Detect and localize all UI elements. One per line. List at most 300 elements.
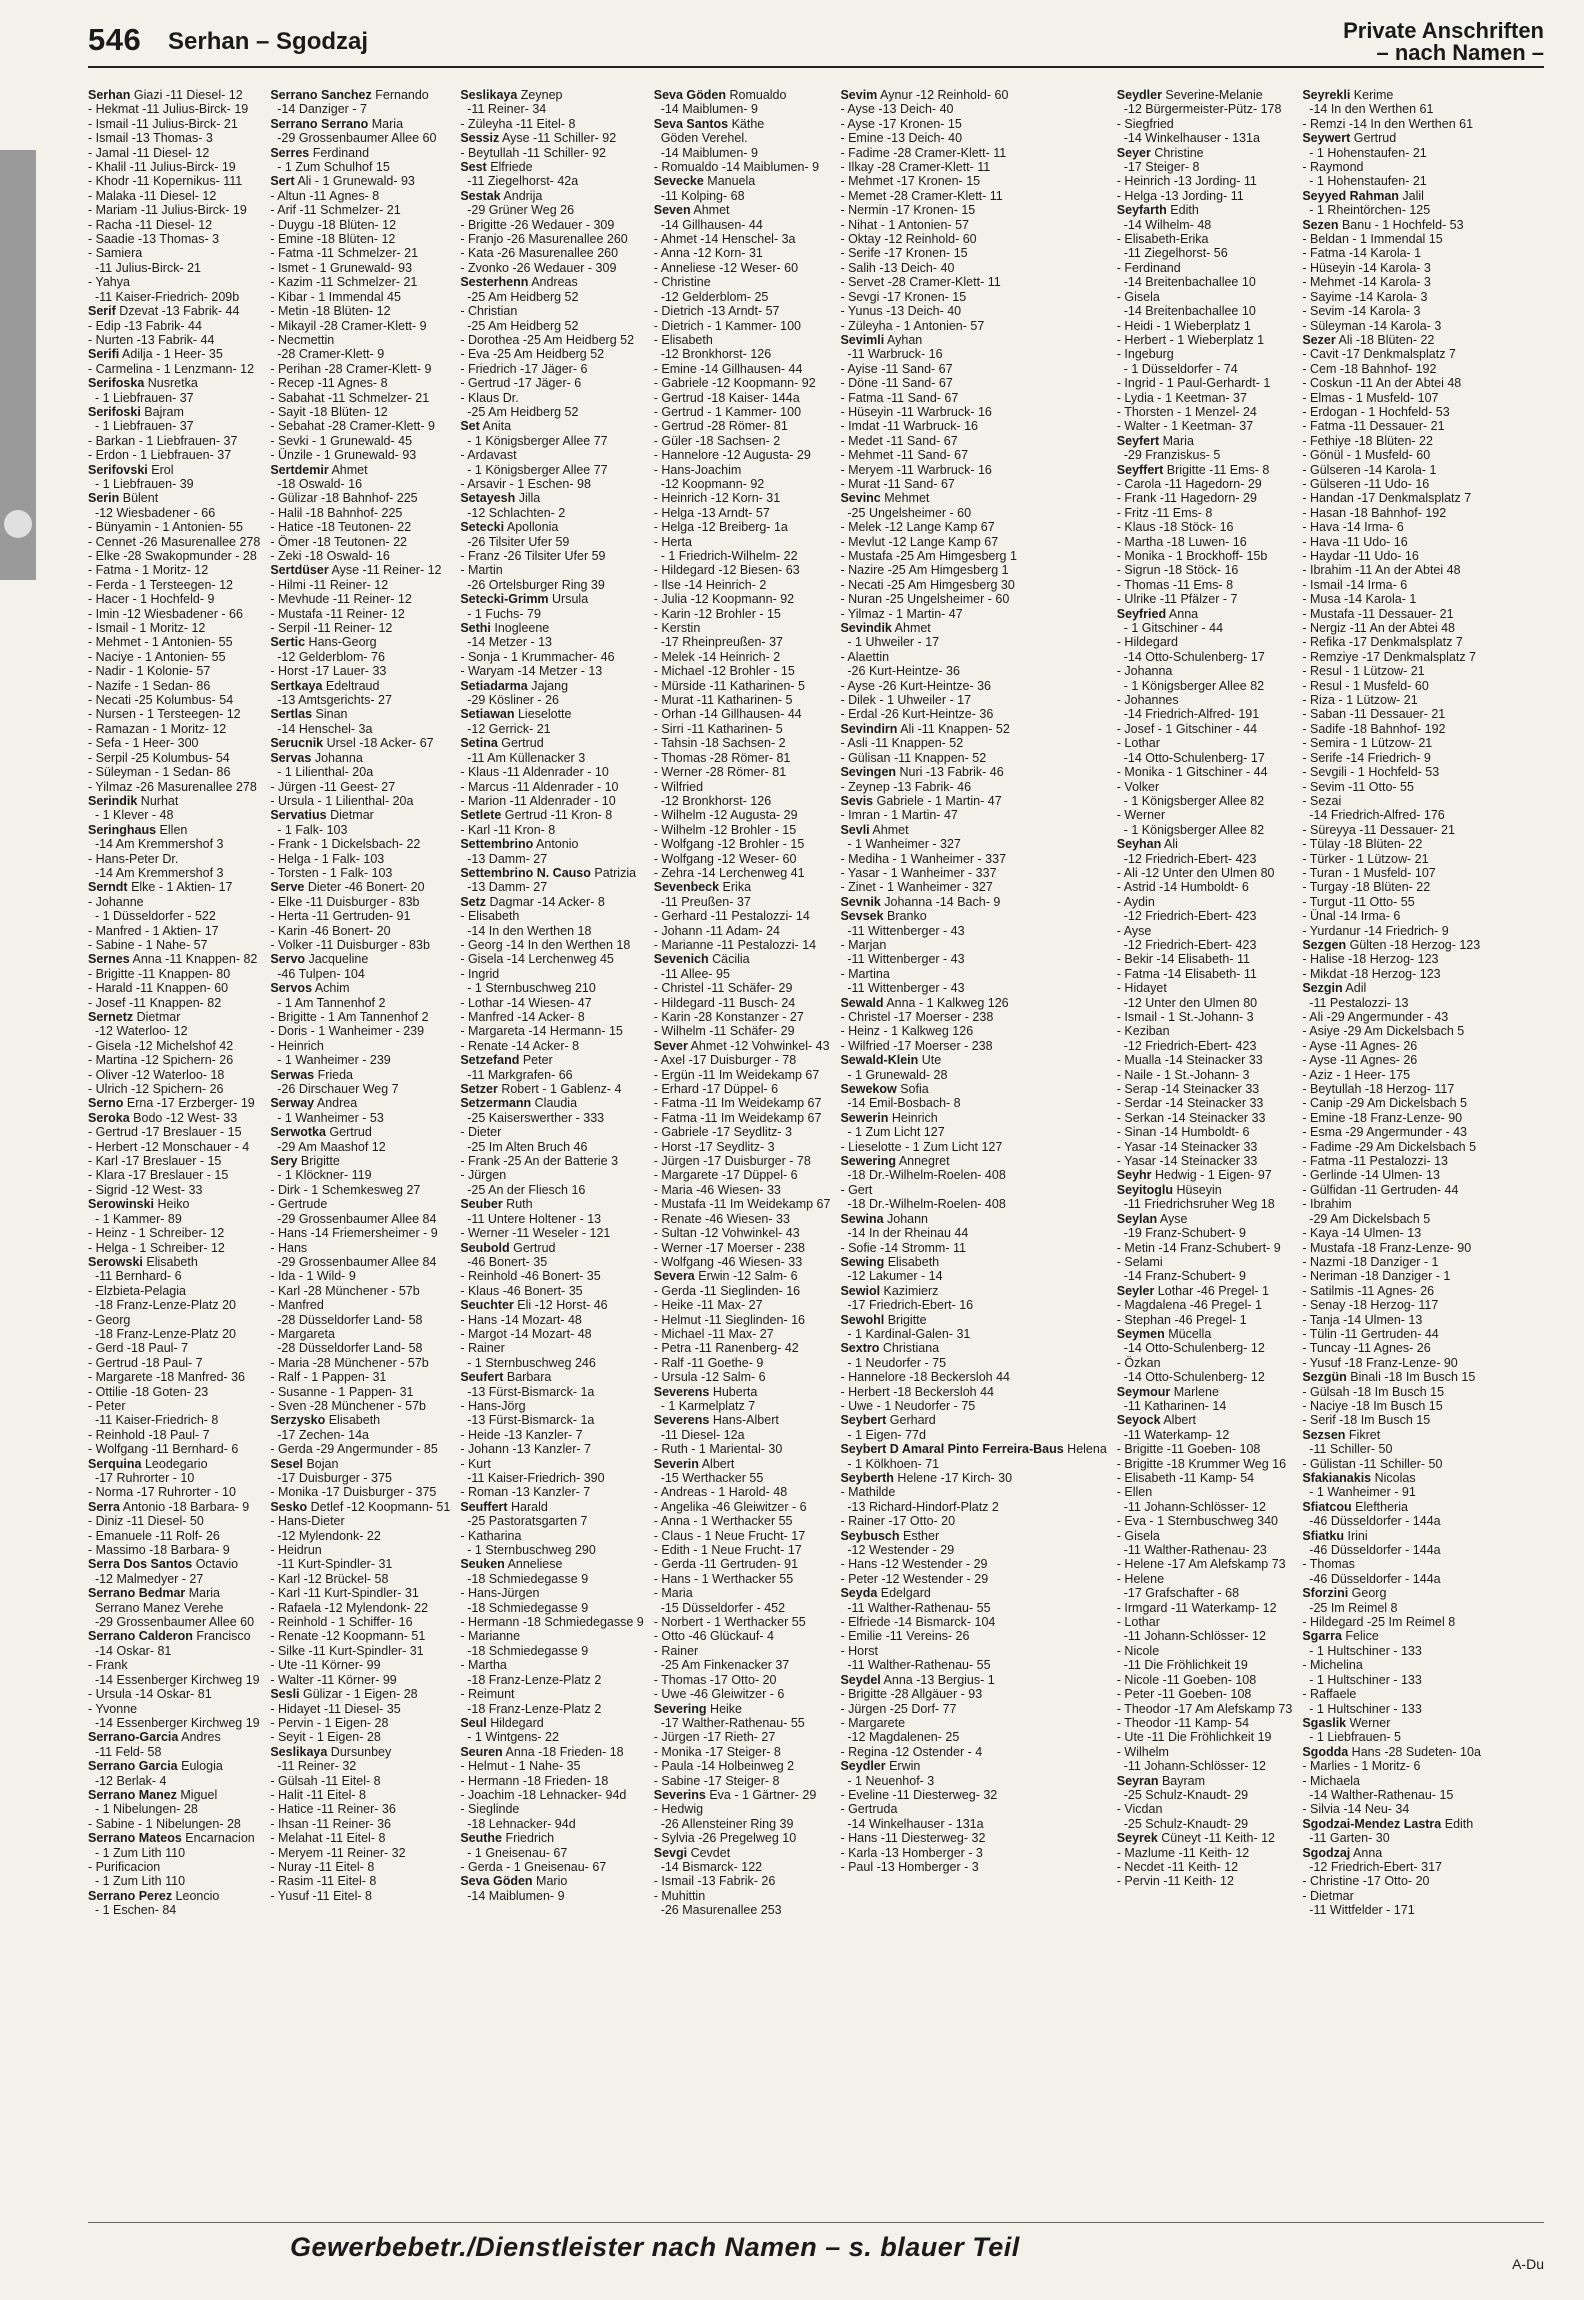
listing-entry (1117, 1370, 1293, 1384)
listing-entry (1302, 376, 1481, 390)
entry-details: -18 Dr.-Wilhelm-Roelen- 408 (840, 1168, 1006, 1183)
entry-details: - Serpil -25 Kolumbus- 54 (88, 750, 230, 765)
entry-details: - Michelina (1302, 1658, 1363, 1673)
entry-details: - Gabriele -17 Seydlitz- 3 (653, 1125, 793, 1140)
entry-details: - Werner -17 Moerser - 238 (653, 1240, 805, 1255)
entry-details: -11 Pestalozzi- 13 (1302, 995, 1409, 1010)
listing-entry (840, 246, 1106, 260)
entry-details: - Murat -11 Sand- 67 (840, 476, 955, 491)
listing-entry (1117, 981, 1293, 995)
entry-details: Lieselotte (514, 707, 572, 722)
surname: Seydler (840, 1759, 886, 1774)
listing-entry (654, 1039, 831, 1053)
listing-entry (840, 794, 1106, 808)
entry-details: Mücella (1164, 1326, 1212, 1341)
entry-details: Christiana (879, 1341, 940, 1356)
entry-details: - Wilhelm (1116, 1744, 1169, 1759)
entry-details: - Asiye -29 Am Dickelsbach 5 (1302, 1024, 1465, 1039)
entry-details: -25 Ungelsheimer - 60 (840, 505, 972, 520)
listing-entry (1117, 477, 1293, 491)
listing-entry (840, 1428, 1106, 1442)
entry-details: - Alaettin (840, 649, 890, 664)
entry-details: - Sevim -11 Otto- 55 (1302, 779, 1414, 794)
entry-details: - Erdogan - 1 Hochfeld- 53 (1302, 404, 1450, 419)
entry-details: -11 Untere Holtener - 13 (460, 1211, 602, 1226)
entry-details: - Heinrich -13 Jording- 11 (1116, 174, 1257, 189)
entry-details: - Züleyha - 1 Antonien- 57 (840, 318, 985, 333)
entry-details: Brigitte (297, 1154, 340, 1169)
listing-entry (1117, 1327, 1293, 1341)
listing-entry (1117, 823, 1293, 837)
entry-details: Friedrich (502, 1831, 555, 1846)
entry-details: - Memet -28 Cramer-Klett- 11 (840, 188, 1003, 203)
entry-details: - Anneliese -12 Weser- 60 (653, 260, 799, 275)
listing-entry (1117, 391, 1293, 405)
listing-entry (840, 376, 1106, 390)
listing-entry (460, 1860, 643, 1874)
listing-entry (270, 376, 450, 390)
listing-entry (1302, 1529, 1481, 1543)
listing-entry (270, 924, 450, 938)
entry-details: - Emine -18 Franz-Lenze- 90 (1302, 1110, 1463, 1125)
surname: Sextro (840, 1341, 880, 1356)
entry-details: -11 Feld- 58 (88, 1744, 162, 1759)
entry-details: - Manfred (270, 1298, 324, 1313)
listing-entry (270, 938, 450, 952)
entry-details: Anna (1166, 606, 1199, 621)
listing-entry (270, 1212, 450, 1226)
entry-details: -17 Ruhrorter - 10 (88, 1471, 195, 1485)
listing-entry (460, 1298, 643, 1312)
listing-entry (270, 751, 450, 765)
entry-details: -14 Winkelhauser - 131a (1116, 131, 1260, 146)
listing-entry (1117, 1500, 1293, 1514)
entry-details: -12 Wiesbadener - 66 (88, 505, 216, 520)
entry-details: - Halise -18 Herzog- 123 (1302, 952, 1439, 967)
surname: Seuber (460, 1197, 503, 1212)
entry-details: - Franjo -26 Masurenallee 260 (460, 232, 628, 247)
entry-details: - 1 Kardinal-Galen- 31 (840, 1326, 971, 1341)
entry-details: Lothar -46 Pregel- 1 (1154, 1283, 1269, 1298)
listing-entry (654, 1889, 831, 1903)
entry-details: - Yusuf -18 Franz-Lenze- 90 (1302, 1355, 1458, 1370)
listing-entry (270, 1716, 450, 1730)
entry-details: -28 Cramer-Klett- 9 (270, 347, 385, 362)
entry-details: - Peter (88, 1398, 126, 1413)
entry-details: - Lydia - 1 Keetman- 37 (1116, 390, 1247, 405)
listing-entry (460, 1269, 643, 1283)
entry-details: - Servet -28 Cramer-Klett- 11 (840, 275, 1001, 290)
surname: Sest (460, 160, 487, 175)
entry-details: - Emine -14 Gillhausen- 44 (653, 361, 803, 376)
listing-entry (654, 852, 831, 866)
listing-entry (1117, 1457, 1293, 1471)
entry-details: Harald (507, 1499, 548, 1514)
listing-entry (840, 1543, 1106, 1557)
listing-entry (840, 347, 1106, 361)
entry-details: - Erdal -26 Kurt-Heintze- 36 (840, 707, 994, 722)
entry-details: Leoncio (172, 1888, 220, 1903)
listing-entry (840, 117, 1106, 131)
entry-details: - Gerda - 1 Gneisenau- 67 (460, 1859, 607, 1874)
listing-entry (654, 1413, 831, 1427)
listing-entry (840, 1702, 1106, 1716)
listing-entry (88, 578, 260, 592)
entry-details: Johanna -14 Bach- 9 (880, 894, 1001, 909)
listing-entry (270, 650, 450, 664)
entry-details: Georg (1348, 1586, 1387, 1601)
entry-details: - Hatice -11 Reiner- 36 (270, 1802, 396, 1817)
listing-entry (1117, 866, 1293, 880)
listing-entry (460, 751, 643, 765)
entry-details: - Emilie -11 Vereins- 26 (840, 1629, 970, 1644)
listing-entry (88, 290, 260, 304)
entry-details: Elisabeth (142, 1254, 198, 1269)
listing-entry (840, 535, 1106, 549)
entry-details: - Joachim -18 Lehnacker- 94d (460, 1787, 627, 1802)
surname: Serrano Garcia (88, 1759, 178, 1774)
listing-entry (840, 880, 1106, 894)
listing-entry (1302, 1039, 1481, 1053)
listing-entry (840, 1529, 1106, 1543)
entry-details: - Klara -17 Breslauer - 15 (88, 1168, 229, 1183)
listing-entry (654, 1370, 831, 1384)
listing-entry (1117, 952, 1293, 966)
entry-details: Albert (1160, 1413, 1196, 1428)
listing-entry (88, 333, 260, 347)
entry-details: - Erhard -17 Düppel- 6 (653, 1082, 779, 1097)
listing-entry (1302, 736, 1481, 750)
listing-entry (270, 1327, 450, 1341)
surname: Seyrekli (1302, 88, 1351, 102)
entry-details: - Raffaele (1302, 1687, 1357, 1702)
entry-details: - 1 Hultschiner - 133 (1302, 1701, 1422, 1716)
surname: Seroka (88, 1110, 130, 1125)
listing-entry (88, 1241, 260, 1255)
listing-entry (1302, 1514, 1481, 1528)
surname: Seyda (840, 1586, 878, 1601)
surname: Serzysko (270, 1413, 326, 1428)
entry-details: - Yurdanur -14 Friedrich- 9 (1302, 923, 1449, 938)
listing-entry (460, 520, 643, 534)
entry-details: - Elisabeth (460, 909, 520, 924)
entry-details: Irini (1344, 1528, 1368, 1543)
listing-entry (270, 347, 450, 361)
listing-entry (1117, 419, 1293, 433)
listing-entry (1302, 1457, 1481, 1471)
listing-entry (88, 1168, 260, 1182)
listing-entry (88, 1586, 260, 1600)
entry-details: - Serdar -14 Steinacker 33 (1116, 1096, 1264, 1111)
listing-entry (1117, 895, 1293, 909)
entry-details: Hans-Albert (709, 1413, 779, 1428)
entry-details: Encarnacion (181, 1831, 255, 1846)
listing-entry (460, 491, 643, 505)
listing-entry (654, 1629, 831, 1643)
listing-entry (654, 736, 831, 750)
entry-details: -12 Bronkhorst- 126 (653, 793, 772, 808)
listing-entry (1302, 203, 1481, 217)
listing-entry (88, 218, 260, 232)
entry-details: -25 Schulz-Knaudt- 29 (1116, 1787, 1249, 1802)
listing-entry (654, 1745, 831, 1759)
listing-entry (840, 852, 1106, 866)
entry-details: -17 Walther-Rathenau- 55 (653, 1715, 805, 1730)
entry-details: - 1 Grunewald- 28 (840, 1067, 948, 1082)
listing-entry (1302, 117, 1481, 131)
listing-entry (654, 1543, 831, 1557)
entry-details: - Frank (88, 1658, 128, 1673)
listing-entry (1117, 189, 1293, 203)
listing-entry (840, 434, 1106, 448)
entry-details: Nicolas (1371, 1471, 1416, 1485)
entry-details: - Ahmet -14 Henschel- 3a (653, 232, 796, 247)
listing-entry (270, 1255, 450, 1269)
entry-details: - Franz -26 Tilsiter Ufer 59 (460, 549, 606, 563)
listing-entry (840, 607, 1106, 621)
listing-entry (270, 391, 450, 405)
listing-entry (840, 592, 1106, 606)
entry-details: - Renate -14 Acker- 8 (460, 1038, 580, 1053)
listing-entry (88, 1889, 260, 1903)
listing-entry (840, 1629, 1106, 1643)
entry-details: - Marion -11 Aldenrader - 10 (460, 793, 616, 808)
listing-entry (1302, 246, 1481, 260)
entry-details: - 1 Königsberger Allee 82 (1116, 793, 1265, 808)
entry-details: - Ursula -12 Salm- 6 (653, 1370, 766, 1385)
listing-entry (1302, 1687, 1481, 1701)
listing-entry (1117, 304, 1293, 318)
entry-details: - Kaya -14 Ulmen- 13 (1302, 1226, 1422, 1241)
listing-entry (840, 664, 1106, 678)
listing-entry (270, 837, 450, 851)
listing-entry (1117, 909, 1293, 923)
entry-details: Erika (719, 880, 752, 895)
listing-entry (270, 852, 450, 866)
listing-entry (840, 1485, 1106, 1499)
listing-entry (1117, 1471, 1293, 1485)
surname: Sezgen (1302, 937, 1347, 952)
entry-details: - Josef -11 Knappen- 82 (88, 995, 222, 1010)
surname: Seven (653, 203, 691, 218)
listing-entry (654, 837, 831, 851)
entry-details: - Hasan -18 Bahnhof- 192 (1302, 505, 1447, 520)
entry-details: - Mustafa -18 Franz-Lenze- 90 (1302, 1240, 1472, 1255)
listing-entry (88, 1082, 260, 1096)
listing-entry (1117, 1356, 1293, 1370)
entry-details: Göden Verehel. (653, 131, 748, 146)
listing-entry (460, 275, 643, 289)
entry-details: - Gülsah -11 Eitel- 8 (270, 1773, 381, 1788)
entry-details: - Ünzile - 1 Grunewald- 93 (270, 448, 417, 463)
listing-entry (270, 1370, 450, 1384)
entry-details: - Angelika -46 Gleiwitzer - 6 (653, 1499, 807, 1514)
entry-details: - Gertrud -17 Jäger- 6 (460, 376, 582, 391)
listing-entry (270, 1788, 450, 1802)
entry-details: - Herbert - 1 Wieberplatz 1 (1116, 332, 1265, 347)
listing-entry (460, 693, 643, 707)
listing-entry (840, 563, 1106, 577)
listing-entry (840, 203, 1106, 217)
listing-entry (460, 1485, 643, 1499)
listing-entry (654, 924, 831, 938)
surname: Serifi (88, 347, 120, 362)
listing-entry (88, 549, 260, 563)
entry-details: - Wolfgang -46 Wiesen- 33 (653, 1254, 803, 1269)
entry-details: - Helga -13 Arndt- 57 (653, 505, 770, 520)
listing-entry (460, 823, 643, 837)
listing-entry (1117, 232, 1293, 246)
entry-details: - Bekir -14 Elisabeth- 11 (1116, 952, 1250, 967)
surname: Serowinski (88, 1197, 154, 1212)
listing-entry (654, 780, 831, 794)
listing-entry (1117, 88, 1293, 102)
listing-entry (1302, 823, 1481, 837)
listing-entry (1302, 780, 1481, 794)
entry-details: - Martha (460, 1658, 507, 1673)
listing-entry (460, 405, 643, 419)
entry-details: - 1 Düsseldorfer - 74 (1116, 361, 1238, 376)
listing-entry (460, 203, 643, 217)
entry-details: - Handan -17 Denkmalsplatz 7 (1302, 491, 1472, 506)
entry-details: - Yasar - 1 Wanheimer - 337 (840, 865, 997, 880)
entry-details: - Elke -28 Swakopmunder - 28 (88, 549, 257, 563)
listing-entry (840, 780, 1106, 794)
listing-entry (654, 391, 831, 405)
listing-entry (1302, 1428, 1481, 1442)
surname: Sesko (270, 1499, 308, 1514)
listing-entry (88, 319, 260, 333)
entry-details: - Oliver -12 Waterloo- 18 (88, 1067, 225, 1082)
listing-entry (654, 434, 831, 448)
surname: Sery (270, 1154, 298, 1169)
listing-entry (460, 1140, 643, 1154)
entry-details: - Ferda - 1 Tersteegen- 12 (88, 577, 233, 592)
entry-details: - Hans -14 Mozart- 48 (460, 1312, 582, 1327)
entry-details: -11 Walther-Rathenau- 55 (840, 1600, 991, 1615)
entry-details: Banu - 1 Hochfeld- 53 (1338, 217, 1464, 232)
listing-column (88, 88, 260, 2208)
entry-details: - Elmas - 1 Musfeld- 107 (1302, 390, 1439, 405)
listing-entry (1302, 1327, 1481, 1341)
entry-details: - Gisela -14 Lerchenweg 45 (460, 952, 614, 967)
entry-details: - Thomas -28 Römer- 81 (653, 750, 791, 765)
listing-entry (270, 1471, 450, 1485)
entry-details: - Brigitte -28 Allgäuer - 93 (840, 1687, 983, 1702)
listing-entry (1302, 621, 1481, 635)
listing-entry (270, 1111, 450, 1125)
entry-details: Eva - 1 Gärtner- 29 (705, 1787, 817, 1802)
listing-entry (1117, 448, 1293, 462)
entry-details: - Pervin -11 Keith- 12 (1116, 1874, 1234, 1889)
listing-entry (460, 1687, 643, 1701)
listing-entry (1302, 607, 1481, 621)
listing-entry (654, 1241, 831, 1255)
listing-entry (654, 1860, 831, 1874)
listing-entry (460, 852, 643, 866)
listing-entry (270, 232, 450, 246)
entry-details: - Coskun -11 An der Abtei 48 (1302, 376, 1462, 391)
entry-details: Nurhat (137, 793, 179, 808)
listing-entry (840, 1197, 1106, 1211)
entry-details: -11 Johann-Schlösser- 12 (1116, 1629, 1266, 1644)
surname: Severing (653, 1701, 707, 1716)
listing-entry (88, 1413, 260, 1427)
entry-details: Dursunbey (327, 1744, 392, 1759)
surname: Sewohl (840, 1312, 885, 1327)
entry-details: -11 Bernhard- 6 (88, 1269, 182, 1284)
listing-entry (654, 1846, 831, 1860)
entry-details: - Ute -11 Die Fröhlichkeit 19 (1116, 1730, 1272, 1745)
entry-details: Dagmar -14 Acker- 8 (486, 894, 605, 909)
entry-details: Gerhard (886, 1413, 936, 1428)
entry-details: -17 Duisburger - 375 (270, 1471, 392, 1485)
entry-details: Bülent (119, 491, 159, 506)
entry-details: -18 Franz-Lenze-Platz 20 (88, 1326, 236, 1341)
entry-details: - 1 Wintgens- 22 (460, 1730, 559, 1745)
entry-details: Adil (1342, 981, 1367, 996)
entry-details: - Helmut - 1 Nahe- 35 (460, 1759, 581, 1774)
entry-details: - 1 Neudorfer - 75 (840, 1355, 947, 1370)
entry-details: -25 An der Fliesch 16 (460, 1182, 586, 1197)
surname: Serowski (88, 1254, 143, 1269)
entry-details: - Ida - 1 Wild- 9 (270, 1269, 356, 1284)
listing-entry (1302, 1615, 1481, 1629)
entry-details: - Ayse (1116, 923, 1152, 938)
listing-entry (460, 290, 643, 304)
listing-entry (1117, 837, 1293, 851)
entry-details: Anna (1350, 1845, 1383, 1860)
listing-entry (840, 1125, 1106, 1139)
entry-details: - Brigitte -18 Krummer Weg 16 (1116, 1456, 1287, 1471)
entry-details: - Zeynep -13 Fabrik- 46 (840, 779, 972, 794)
entry-details: -18 Dr.-Wilhelm-Roelen- 408 (840, 1197, 1006, 1212)
surname: Sewald (840, 995, 884, 1010)
listing-entry (1117, 1442, 1293, 1456)
listing-entry (654, 751, 831, 765)
listing-entry (1302, 304, 1481, 318)
listing-entry (270, 1586, 450, 1600)
entry-details: Helene -17 Kirch- 30 (893, 1471, 1013, 1485)
entry-details: -11 Wittfelder - 171 (1302, 1903, 1415, 1918)
listing-entry (460, 707, 643, 721)
listing-entry (88, 909, 260, 923)
listing-entry (460, 924, 643, 938)
entry-details: - Stephan -46 Pregel- 1 (1116, 1312, 1247, 1327)
entry-details: - Klaus -18 Stöck- 16 (1116, 520, 1234, 535)
entry-details: - Helga - 1 Schreiber- 12 (88, 1240, 225, 1255)
entry-details: - Uwe - 1 Neudorfer - 75 (840, 1398, 976, 1413)
entry-details: Detlef -12 Koopmann- 51 (307, 1499, 451, 1514)
listing-entry (460, 1327, 643, 1341)
listing-entry (270, 1802, 450, 1816)
entry-details: Miguel (176, 1787, 218, 1802)
listing-entry (270, 996, 450, 1010)
listing-entry (654, 463, 831, 477)
entry-details: - Sigrid -12 West- 33 (88, 1182, 203, 1197)
entry-details: - Dorothea -25 Am Heidberg 52 (460, 332, 635, 347)
entry-details: - Nihat - 1 Antonien- 57 (840, 217, 969, 232)
entry-details: - Elke -11 Duisburger - 83b (270, 894, 420, 909)
listing-entry (840, 909, 1106, 923)
listing-column (460, 88, 643, 2208)
entry-details: - Sylvia -26 Pregelweg 10 (653, 1831, 797, 1846)
listing-entry (1302, 1889, 1481, 1903)
surname: Setiadarma (460, 678, 528, 693)
entry-details: - Karl -11 Kron- 8 (460, 822, 556, 837)
entry-details: -12 Unter den Ulmen 80 (1116, 995, 1258, 1010)
listing-entry (1117, 1082, 1293, 1096)
